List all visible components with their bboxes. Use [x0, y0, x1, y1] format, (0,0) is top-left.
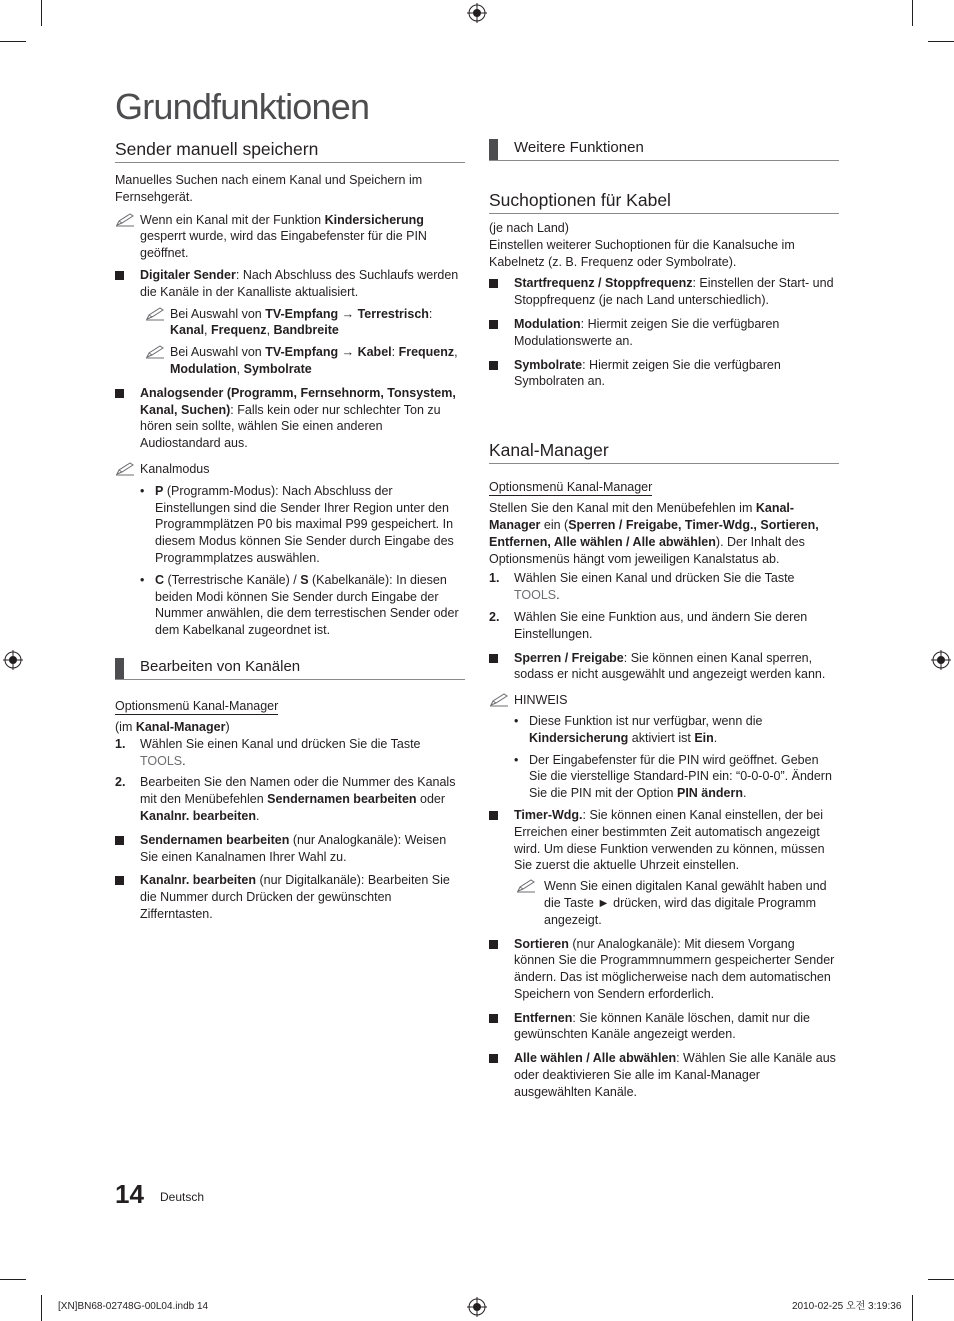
note-hinweis: HINWEIS	[489, 692, 839, 709]
subsection-heading-edit: Bearbeiten von Kanälen	[115, 657, 465, 680]
right-column	[489, 138, 839, 1101]
list-item-sort: Sortieren (nur Analogkanäle): Mit diesem Vorgang können Sie die Programmnummern gespeicherter Sender ändern. Das ist möglicherweise nach dem automatischen Speichern von Sendern erforderlich.	[489, 936, 839, 1003]
pencil-note-icon	[115, 213, 135, 227]
list-item-symbolrate: Symbolrate: Hiermit zeigen Sie die verfügbaren Symbolraten an.	[489, 357, 839, 391]
registration-mark-icon	[467, 1297, 487, 1317]
list-item-nr-edit: Kanalnr. bearbeiten (nur Digitalkanäle): Bearbeiten Sie die Nummer durch Drücken der gewünschten Zifferntasten.	[115, 872, 465, 922]
note-timer: Wenn Sie einen digitalen Kanal gewählt haben und die Taste ► drücken, wird das digitale Programm angezeigt.	[514, 878, 839, 928]
pencil-note-icon	[115, 462, 135, 476]
left-column	[115, 138, 465, 923]
page-language: Deutsch	[160, 1190, 205, 1204]
list-item-name-edit: Sendernamen bearbeiten (nur Analogkanäle): Weisen Sie einen Kanalnamen Ihrer Wahl zu.	[115, 832, 465, 866]
page-title: Grundfunktionen	[115, 86, 370, 127]
pencil-note-icon	[489, 693, 509, 707]
square-bullet-icon	[489, 361, 498, 370]
hint-item-2: • Der Eingabefenster für die PIN wird geöffnet. Geben Sie die vierstellige Standard-PIN ein: “0-0-0-0”. Ändern Sie die PIN mit der Option PIN ändern.	[514, 752, 832, 801]
in-kanal-manager: (im Kanal-Manager)	[115, 719, 230, 734]
step-1: 1. Wählen Sie einen Kanal und drücken Sie die Taste TOOLS.	[489, 571, 795, 603]
country-note: (je nach Land)	[489, 221, 569, 235]
section-heading-manual: Sender manuell speichern	[115, 138, 465, 163]
note-kanalmodus: Kanalmodus	[115, 461, 465, 478]
options-menu-label: Optionsmenü Kanal-Manager	[115, 698, 279, 713]
square-bullet-icon	[115, 876, 124, 885]
square-bullet-icon	[489, 940, 498, 949]
crop-mark	[928, 1279, 954, 1280]
crop-mark	[0, 41, 26, 42]
list-item-modulation: Modulation: Hiermit zeigen Sie die verfügbaren Modulationswerte an.	[489, 316, 839, 350]
subsection-heading-more: Weitere Funktionen	[489, 138, 839, 161]
square-bullet-icon	[489, 1054, 498, 1063]
registration-mark-icon	[3, 650, 23, 670]
list-item-start-stop: Startfrequenz / Stoppfrequenz: Einstellen der Start- und Stoppfrequenz (je nach Land unterschiedlich).	[489, 275, 839, 309]
print-slug-file: [XN]BN68-02748G-00L04.indb 14	[58, 1301, 209, 1312]
list-item-digital: Digitaler Sender: Nach Abschluss des Suchlaufs werden die Kanäle in der Kanalliste aktualisiert.	[115, 267, 465, 301]
list-item-mode-c: • C (Terrestrische Kanäle) / S (Kabelkanäle): In diesen beiden Modi können Sie Sender durch Eingabe der Nummer anwählen, die dem terrestischen Sender oder dem Kabelkanal zugeordnet ist.	[140, 572, 459, 638]
section-heading-kanal-manager: Kanal-Manager	[489, 439, 839, 464]
square-bullet-icon	[489, 320, 498, 329]
step-2: 2. Wählen Sie eine Funktion aus, und ändern Sie deren Einstellungen.	[489, 609, 808, 641]
hint-item-1: • Diese Funktion ist nur verfügbar, wenn die Kindersicherung aktiviert ist Ein.	[514, 713, 763, 745]
section-heading-cable: Suchoptionen für Kabel	[489, 189, 839, 214]
square-bullet-icon	[489, 811, 498, 820]
square-bullet-icon	[115, 389, 124, 398]
list-item-remove: Entfernen: Sie können Kanäle löschen, damit nur die gewünschten Kanäle angezeigt werden.	[489, 1010, 839, 1044]
square-bullet-icon	[115, 836, 124, 845]
intro-text: Manuelles Suchen nach einem Kanal und Speichern im Fernsehgerät.	[115, 173, 423, 204]
step-2: 2. Bearbeiten Sie den Namen oder die Nummer des Kanals mit den Menübefehlen Sendernamen bearbeiten oder Kanalnr. bearbeiten.	[115, 775, 456, 823]
pencil-note-icon	[145, 307, 165, 321]
options-menu-label: Optionsmenü Kanal-Manager	[489, 480, 653, 495]
pencil-note-icon	[516, 879, 536, 893]
list-item-select-all: Alle wählen / Alle abwählen: Wählen Sie alle Kanäle aus oder deaktivieren Sie alle im Kanal-Manager ausgewählten Kanäle.	[489, 1050, 839, 1100]
step-1: 1. Wählen Sie einen Kanal und drücken Sie die Taste TOOLS.	[115, 736, 421, 768]
registration-mark-icon	[931, 650, 951, 670]
crop-mark	[912, 0, 913, 26]
list-item-timer: Timer-Wdg.: Sie können einen Kanal einstellen, der bei Erreichen einer bestimmten Zeit automatisch angezeigt wird. Um diese Funktion verwenden zu können, müssen Sie zuerst die aktuelle Uhrzeit einstellen.	[489, 807, 839, 874]
list-item-mode-p: • P (Programm-Modus): Nach Abschluss der Einstellungen sind die Sender Ihrer Region unter den Programmplätzen P0 bis maximal P99 gespeichert. In diesem Modus können Sie Sender durch Eingabe des Programmplatzes auswählen.	[140, 483, 454, 565]
crop-mark	[928, 41, 954, 42]
note-kindersicherung: Wenn ein Kanal mit der Funktion Kindersicherung gesperrt wurde, wird das Eingabefenster für die PIN geöffnet.	[115, 212, 465, 262]
square-bullet-icon	[115, 271, 124, 280]
crop-mark	[0, 1279, 26, 1280]
print-slug-date: 2010-02-25 오전 3:19:36	[792, 1301, 902, 1312]
note-digital-kabel: Bei Auswahl von TV-Empfang → Kabel: Frequenz, Modulation, Symbolrate	[145, 344, 465, 378]
square-bullet-icon	[489, 279, 498, 288]
kanal-manager-intro: Stellen Sie den Kanal mit den Menübefehlen im Kanal-Manager ein (Sperren / Freigabe, Timer-Wdg., Sortieren, Entfernen, Alle wählen / Alle abwählen). Der Inhalt des Optionsmenüs hängt vom jeweiligen Kanalstatus ab.	[489, 501, 819, 566]
crop-mark	[912, 1295, 913, 1321]
crop-mark	[41, 0, 42, 26]
note-digital-terrestrisch: Bei Auswahl von TV-Empfang → Terrestrisch: Kanal, Frequenz, Bandbreite	[145, 306, 465, 340]
list-item-analog: Analogsender (Programm, Fernsehnorm, Tonsystem, Kanal, Suchen): Falls kein oder nur schlechter Ton zu hören sein sollte, wählen Sie einen anderen Audiostandard aus.	[115, 385, 465, 452]
square-bullet-icon	[489, 654, 498, 663]
registration-mark-icon	[467, 3, 487, 23]
list-item-lock: Sperren / Freigabe: Sie können einen Kanal sperren, sodass er nicht ausgewählt und angezeigt werden kann.	[489, 650, 839, 684]
cable-intro: Einstellen weiterer Suchoptionen für die Kanalsuche im Kabelnetz (z. B. Frequenz oder Symbolrate).	[489, 237, 795, 269]
square-bullet-icon	[489, 1014, 498, 1023]
page-number: 14	[115, 1179, 144, 1209]
crop-mark	[41, 1295, 42, 1321]
pencil-note-icon	[145, 345, 165, 359]
